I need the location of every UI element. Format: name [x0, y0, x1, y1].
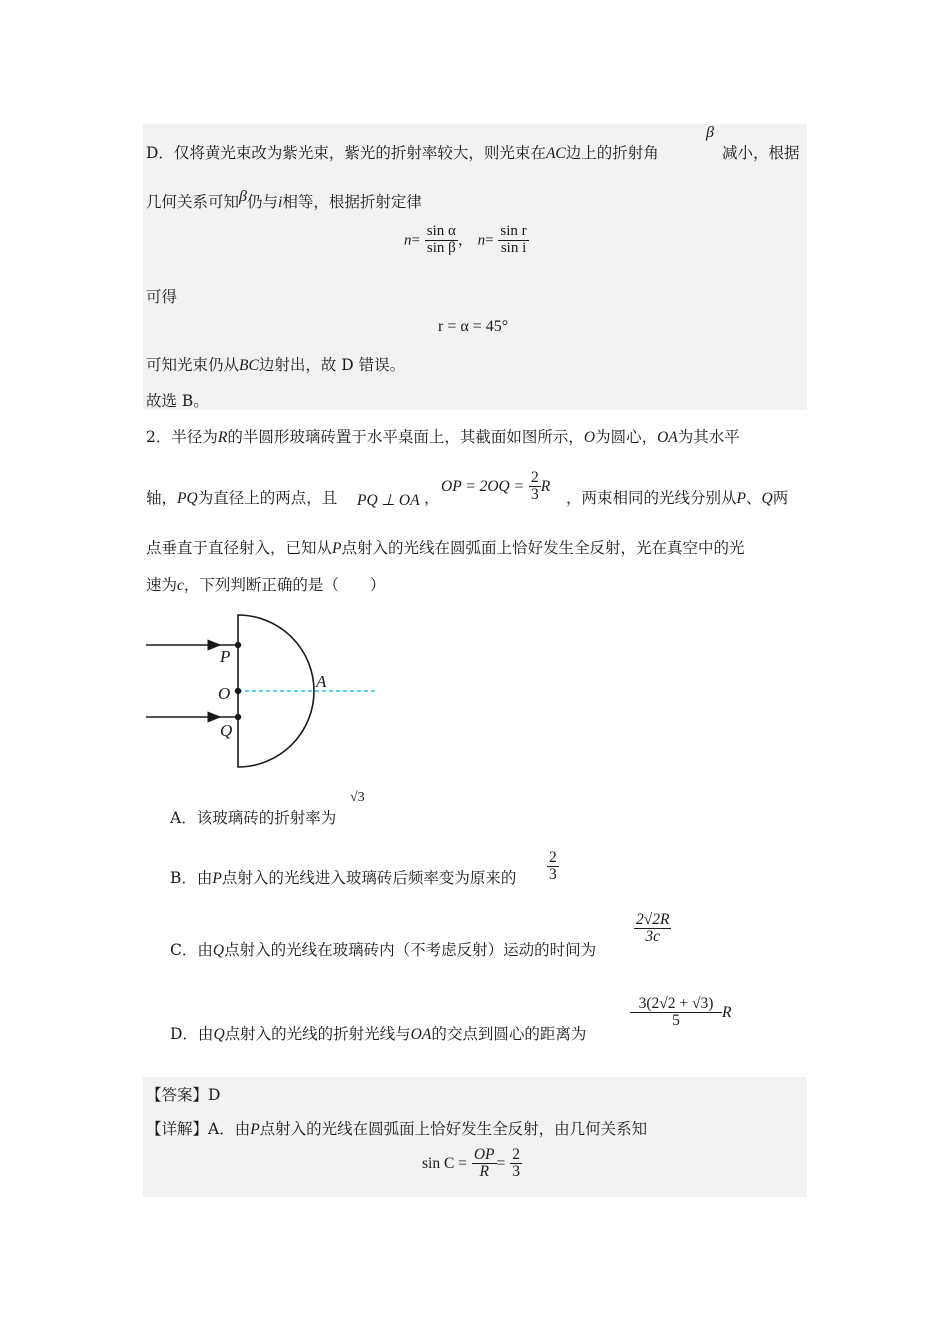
- point-o-dot: [235, 688, 241, 694]
- question-line2: 轴，PQ为直径上的两点，且: [146, 489, 338, 507]
- fraction-answer-two-thirds: $\frac{2}{3}$: [512, 1146, 520, 1181]
- question-line4: 速为c，下列判断正确的是（ ）: [146, 576, 386, 594]
- answer-label: 【答案】D: [146, 1086, 221, 1104]
- solution-d-line2: 几何关系可知β仍与i相等，根据折射定律: [146, 188, 422, 211]
- option-b-fraction: $\frac{2}{3}$: [549, 849, 557, 884]
- point-q-dot: [235, 714, 241, 720]
- option-a[interactable]: A．该玻璃砖的折射率为: [170, 809, 337, 827]
- option-d-fraction: $\frac{3(2√2 + √3)}{5}$: [630, 996, 722, 1030]
- beta-symbol: β: [706, 124, 714, 141]
- fraction-sin-r-sin-i: $\frac{\text{sin r}}{\text{sin i}}$: [500, 223, 527, 256]
- op-equation: OP = 2OQ = $\frac{2}{3}$ R: [441, 469, 551, 504]
- question-line3: 点垂直于直径射入，已知从P点射入的光线在圆弧面上恰好发生全反射，光在真空中的光: [146, 539, 745, 557]
- perpendicular-expression: PQ ⊥ OA: [357, 492, 420, 509]
- conclusion-text: 可知光束仍从BC边射出，故 D 错误。: [146, 356, 406, 374]
- solution-d-line1-end: 减小，根据: [722, 144, 800, 162]
- detail-line: 【详解】A．由P点射入的光线在圆弧面上恰好发生全反射，由几何关系知: [146, 1120, 648, 1138]
- label-q: Q: [220, 721, 233, 740]
- label-p: P: [220, 647, 231, 666]
- label-a: A: [316, 672, 327, 691]
- kede-text: 可得: [146, 288, 178, 306]
- question-line2-comma: ，: [424, 489, 440, 507]
- option-b[interactable]: B．由P点射入的光线进入玻璃砖后频率变为原来的: [170, 869, 517, 887]
- option-c[interactable]: C．由Q点射入的光线在玻璃砖内（不考虑反射）运动的时间为: [170, 941, 597, 959]
- result-equation: r = α = 45°: [438, 318, 509, 335]
- snell-equation: n= $\frac{\text{sin α}}{\text{sin β}}$ ， n= $\frac{\text{sin r}}{\text{sin i}}$: [404, 223, 527, 256]
- option-a-value: √3: [350, 790, 365, 805]
- solution-d-line1: D．仅将黄光束改为紫光束，紫光的折射率较大，则光束在AC边上的折射角: [146, 144, 659, 162]
- question-line2-end: ，两束相同的光线分别从P、Q两: [566, 489, 789, 507]
- question-line1: 2．半径为R的半圆形玻璃砖置于水平桌面上，其截面如图所示，O为圆心，OA为其水平: [146, 428, 740, 446]
- fraction-two-thirds: $\frac{2}{3}$: [531, 469, 539, 504]
- fraction-sin-alpha-sin-beta: $\frac{\text{sin α}}{\text{sin β}}$: [426, 223, 456, 256]
- label-o: O: [218, 684, 231, 703]
- choose-answer-text: 故选 B。: [146, 392, 209, 410]
- semicircle-diagram: [140, 605, 390, 780]
- sin-c-equation: sin C = $\frac{OP}{R}$ = $\frac{2}{3}$: [422, 1146, 520, 1181]
- point-p-dot: [235, 642, 241, 648]
- fraction-op-r: $\frac{OP}{R}$: [473, 1146, 495, 1181]
- option-d[interactable]: D．由Q点射入的光线的折射光线与OA的交点到圆心的距离为: [170, 1025, 587, 1043]
- option-c-fraction: $\frac{2√2R}{3c}$: [636, 911, 670, 946]
- option-d-expression: $\frac{3(2√2 + √3)}{5}$ R: [630, 996, 731, 1030]
